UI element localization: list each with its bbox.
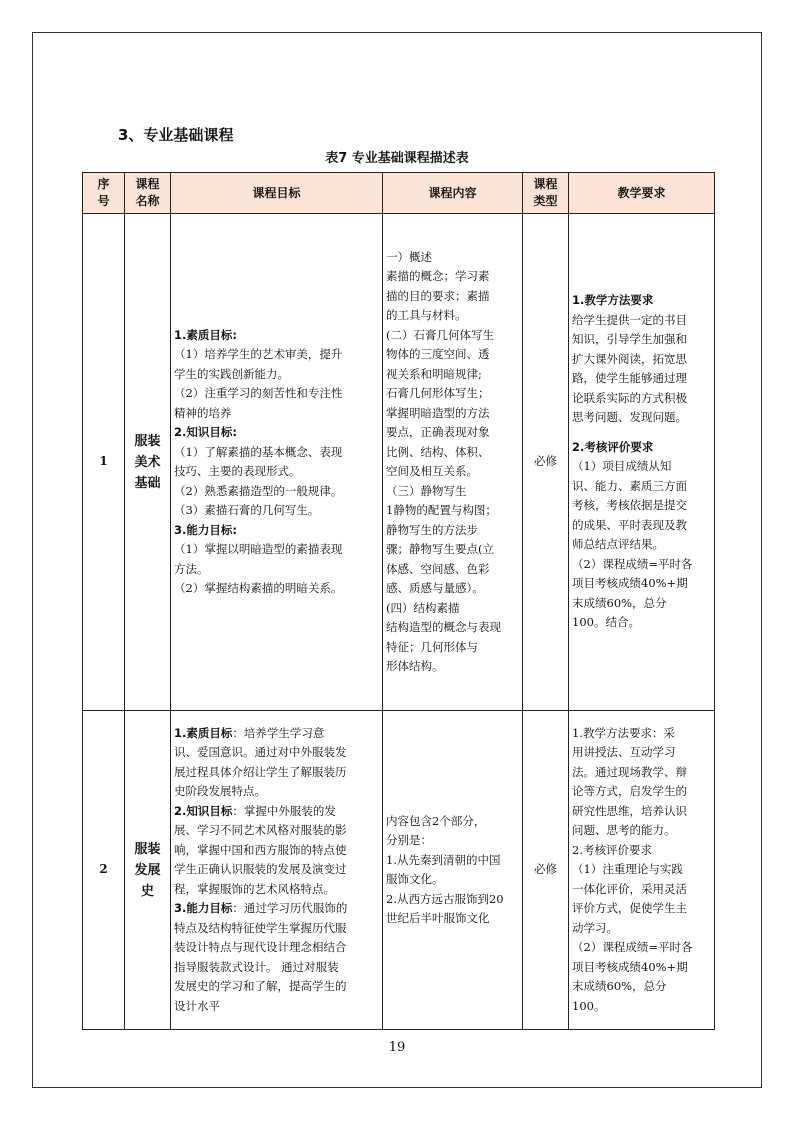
table-row [83, 214, 715, 711]
section-title: 3、专业基础课程 [118, 126, 234, 144]
teaching-requirement: 1.教学方法要求：采 用讲授法、互动学习 法。通过现场教学、辩 论等方式，启发学生的 研究性思维，培养认识 问题、思考的能力。 2.考核评价要求 （1）注重理论与实践 一体化评价，采用灵活 评价方式，促使学生主 动学习。 （2）课程成绩=平时各 项目考核成绩40%+期 末成绩60%，总分 100。 [569, 711, 715, 1030]
header-requirement: 教学要求 [569, 173, 715, 214]
row-number: 1 [83, 214, 125, 711]
course-table [82, 172, 715, 1030]
page-number: 19 [388, 1040, 406, 1055]
header-goal: 课程目标 [171, 173, 383, 214]
teaching-requirement: 1.教学方法要求 给学生提供一定的书目 知识，引导学生加强和 扩大课外阅读，拓宽思 路，使学生能够通过理 论联系实际的方式积极 思考问题、发现问题。 2.考核评价要求 （1）项目成绩从知 识、能力、素质三方面 考核，考核依据是提交 的成果、平时表现及教 师总结点评结果。 （2）课程成绩=平时各 项目考核成绩40%+期 末成绩60%，总分 100。结合。 [569, 214, 715, 711]
table-header-row [83, 173, 715, 214]
course-content: 一）概述 素描的概念；学习素 描的目的要求；素描 的工具与材料。 (二）石膏几何体写生 物体的三度空间、透 视关系和明暗规律; 石膏几何形体写生； 掌握明暗造型的方法 要点，正确表现对象 比例、结构、体积、 空间及相互关系。 （三）静物写生 1静物的配置与构图； 静物写生的方法步 骤；静物写生要点(立 体感、空间感、色彩 感、质感与量感）。 (四）结构素描 结构造型的概念与表现 特征；几何形体与 形体结构。 [383, 214, 523, 711]
course-goal: 1.素质目标：培养学生学习意 识、爱国意识。通过对中外服装发 展过程具体介绍让学生了解服装历 史阶段发展特点。 2.知识目标：掌握中外服装的发 展、学习不同艺术风格对服装的影 响，掌握中国和西方服饰的特点使 学生正确认识服装的发展及演变过 程，掌握服饰的艺术风格特点。 3.能力目标：通过学习历代服饰的 特点及结构特征使学生掌握历代服 装设计特点与现代设计理念相结合 指导服装款式设计。 通过对服装 发展史的学习和了解，提高学生的 设计水平 [171, 711, 383, 1030]
header-name: 课程 名称 [125, 173, 171, 214]
table-row [83, 711, 715, 1030]
course-name: 服装 发展 史 [125, 711, 171, 1030]
course-type: 必修 [523, 214, 569, 711]
row-number: 2 [83, 711, 125, 1030]
header-type: 课程 类型 [523, 173, 569, 214]
course-goal: 1.素质目标: （1）培养学生的艺术审美，提升 学生的实践创新能力。 （2）注重学习的刻苦性和专注性 精神的培养 2.知识目标: （1）了解素描的基本概念、表现 技巧、主要的表现形式。 （2）熟悉素描造型的一般规律。 （3）素描石膏的几何写生。 3.能力目标: （1）掌握以明暗造型的素描表现 方法。 （2）掌握结构素描的明暗关系。 [171, 214, 383, 711]
course-content: 内容包含2个部分， 分别是： 1.从先秦到清朝的中国 服饰文化。 2.从西方远古服饰到20 世纪后半叶服饰文化 [383, 711, 523, 1030]
table-caption: 表7 专业基础课程描述表 [325, 151, 469, 166]
header-no: 序 号 [83, 173, 125, 214]
course-name: 服装 美术 基础 [125, 214, 171, 711]
header-content: 课程内容 [383, 173, 523, 214]
course-type: 必修 [523, 711, 569, 1030]
